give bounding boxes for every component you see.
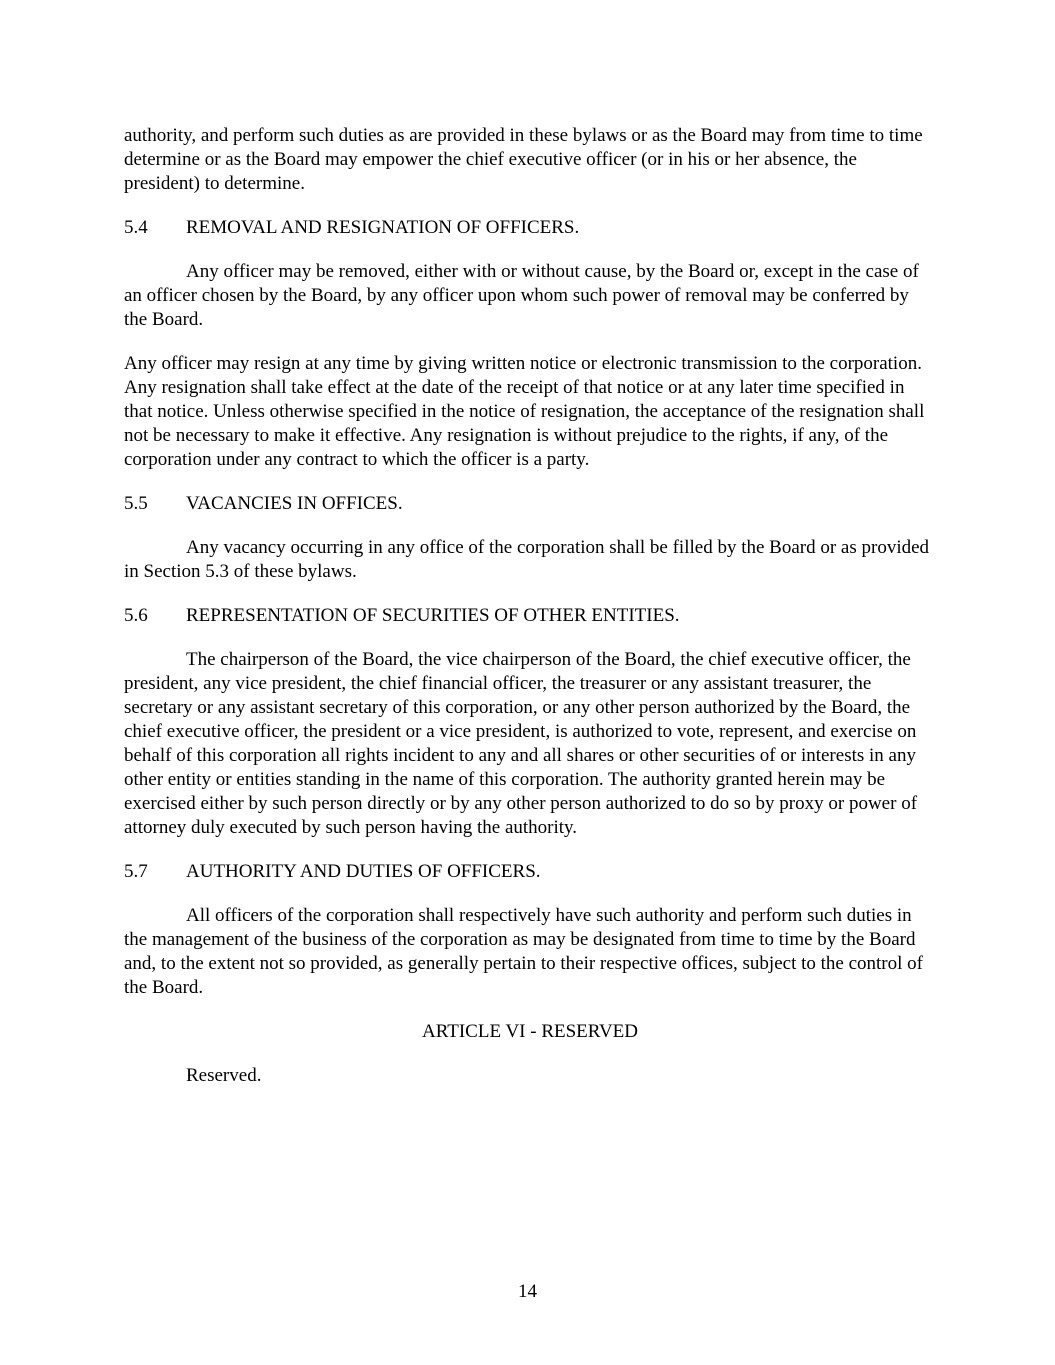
section-title: REPRESENTATION OF SECURITIES OF OTHER ENTITIES. xyxy=(186,605,680,626)
page-number: 14 xyxy=(518,1281,537,1302)
article-heading: ARTICLE VI - RESERVED xyxy=(421,1021,638,1042)
section-heading-5-6 xyxy=(124,604,936,628)
section-5-4-paragraph-2: Any officer may resign at any time by giving written notice or electronic transmission to the corporation. Any resignation shall take effect at the date of the receipt of that notice or at any later time specified in that notice. Unless otherwise specified in the notice of resignation, the acceptance of the resignation shall not be necessary to make it effective. Any resignation is without prejudice to the rights, if any, of the corporation under any contract to which the officer is a party. xyxy=(124,353,925,470)
document-page xyxy=(124,124,936,1108)
section-5-7-paragraph-1: All officers of the corporation shall respectively have such authority and perform such duties in the management of the business of the corporation as may be designated from time to time by the Board and, to the extent not so provided, as generally pertain to their respective offices, subject to the control of the Board. xyxy=(124,905,923,998)
section-title: REMOVAL AND RESIGNATION OF OFFICERS. xyxy=(186,217,580,238)
section-5-6-paragraph-1: The chairperson of the Board, the vice chairperson of the Board, the chief executive officer, the president, any vice president, the chief financial officer, the treasurer or any assistant treasurer, the secretary or any assistant secretary of this corporation, or any other person authorized by the Board, the chief executive officer, the president or a vice president, is authorized to vote, represent, and exercise on behalf of this corporation all rights incident to any and all shares or other securities of or interests in any other entity or entities standing in the name of this corporation. The authority granted herein may be exercised either by such person directly or by any other person authorized to do so by proxy or power of attorney duly executed by such person having the authority. xyxy=(124,649,918,838)
section-5-5-paragraph-1: Any vacancy occurring in any office of the corporation shall be filled by the Board or as provided in Section 5.3 of these bylaws. xyxy=(124,537,930,582)
article-body: Reserved. xyxy=(186,1065,262,1086)
section-heading-5-5 xyxy=(124,492,936,516)
section-5-4-paragraph-1: Any officer may be removed, either with or without cause, by the Board or, except in the case of an officer chosen by the Board, by any officer upon whom such power of removal may be conferred by the Board. xyxy=(124,261,919,330)
section-number: 5.7 xyxy=(124,861,148,882)
section-heading-5-4 xyxy=(124,216,936,240)
section-number: 5.5 xyxy=(124,493,148,514)
section-heading-5-7 xyxy=(124,860,936,884)
section-title: VACANCIES IN OFFICES. xyxy=(186,493,403,514)
section-title: AUTHORITY AND DUTIES OF OFFICERS. xyxy=(186,861,541,882)
section-number: 5.6 xyxy=(124,605,148,626)
section-number: 5.4 xyxy=(124,217,148,238)
intro-paragraph: authority, and perform such duties as are provided in these bylaws or as the Board may from time to time determine or as the Board may empower the chief executive officer (or in his or her absence, the president) to determine. xyxy=(124,125,923,194)
